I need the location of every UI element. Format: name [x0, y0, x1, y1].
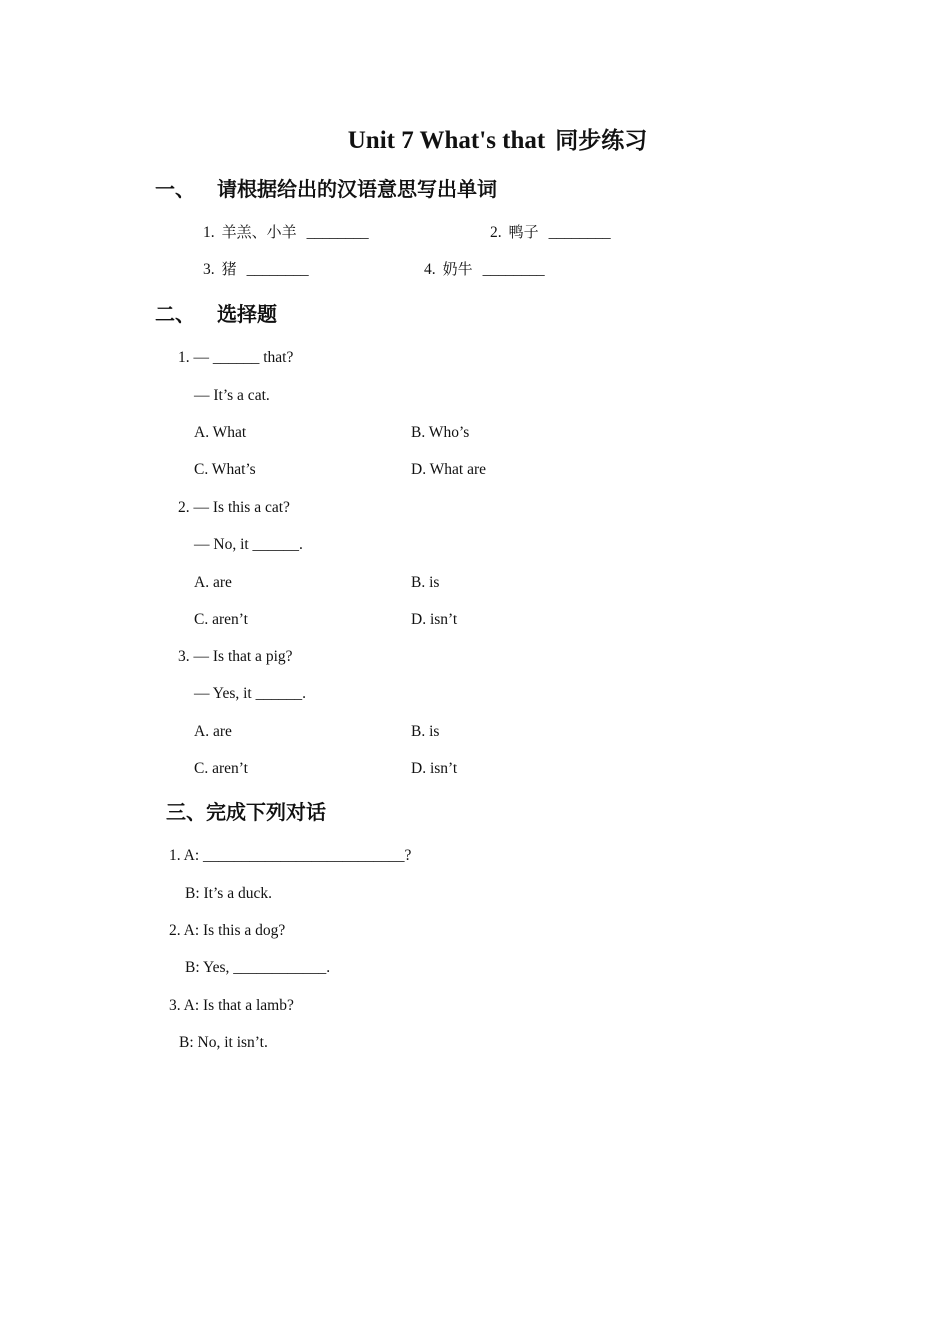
- question-2-answer: — No, it ______.: [194, 536, 303, 553]
- section-2-number: 二、: [155, 302, 195, 326]
- vocab-item-blank[interactable]: ________: [246, 261, 309, 278]
- dialogue-3-b: B: No, it isn’t.: [179, 1034, 268, 1051]
- section-1-title: 请根据给出的汉语意思写出单词: [217, 177, 497, 201]
- vocab-item-word: 鸭子: [508, 223, 539, 241]
- question-1-option-a[interactable]: A. What: [194, 424, 247, 441]
- page-title: [0, 128, 950, 153]
- question-2-option-b[interactable]: B. is: [411, 574, 440, 591]
- vocab-item-word: 猪: [221, 260, 237, 278]
- question-1: 1. — ______ that?: [178, 349, 294, 366]
- dialogue-1-b: B: It’s a duck.: [185, 885, 272, 902]
- vocab-item-blank[interactable]: ________: [306, 224, 369, 241]
- section-1-number: 一、: [155, 177, 195, 201]
- vocab-item-3: [203, 262, 309, 278]
- question-3-option-a[interactable]: A. are: [194, 723, 232, 740]
- dialogue-2-a: 2. A: Is this a dog?: [169, 922, 286, 939]
- vocab-item-1: [203, 225, 369, 241]
- vocab-item-2: [490, 225, 611, 241]
- question-2: 2. — Is this a cat?: [178, 499, 290, 516]
- question-2-option-a[interactable]: A. are: [194, 574, 232, 591]
- question-3-option-d[interactable]: D. isn’t: [411, 760, 458, 777]
- question-3-answer: — Yes, it ______.: [194, 685, 306, 702]
- question-3-option-c[interactable]: C. aren’t: [194, 760, 248, 777]
- section-2-heading: [155, 304, 277, 324]
- vocab-item-word: 奶牛: [442, 260, 473, 278]
- title-chinese: 同步练习: [555, 128, 648, 154]
- dialogue-3-a: 3. A: Is that a lamb?: [169, 997, 294, 1014]
- dialogue-2-b[interactable]: B: Yes, ____________.: [185, 959, 331, 976]
- vocab-item-blank[interactable]: ________: [548, 224, 611, 241]
- vocab-item-word: 羊羔、小羊: [221, 223, 297, 241]
- question-3: 3. — Is that a pig?: [178, 648, 293, 665]
- vocab-item-blank[interactable]: ________: [482, 261, 545, 278]
- question-1-option-d[interactable]: D. What are: [411, 461, 487, 478]
- question-2-option-c[interactable]: C. aren’t: [194, 611, 248, 628]
- question-1-answer: — It’s a cat.: [194, 387, 270, 404]
- vocab-item-number: 3.: [203, 261, 215, 278]
- question-1-option-c[interactable]: C. What’s: [194, 461, 256, 478]
- vocab-item-number: 2.: [490, 224, 502, 241]
- dialogue-1-a[interactable]: 1. A: __________________________?: [169, 847, 412, 864]
- section-3-heading: 三、完成下列对话: [166, 800, 326, 824]
- vocab-item-number: 4.: [424, 261, 436, 278]
- section-2-title: 选择题: [217, 302, 277, 326]
- title-english: Unit 7 What's that: [347, 127, 546, 154]
- question-3-option-b[interactable]: B. is: [411, 723, 440, 740]
- question-2-option-d[interactable]: D. isn’t: [411, 611, 458, 628]
- section-1-heading: [155, 179, 497, 199]
- vocab-item-4: [424, 262, 545, 278]
- vocab-item-number: 1.: [203, 224, 215, 241]
- question-1-option-b[interactable]: B. Who’s: [411, 424, 470, 441]
